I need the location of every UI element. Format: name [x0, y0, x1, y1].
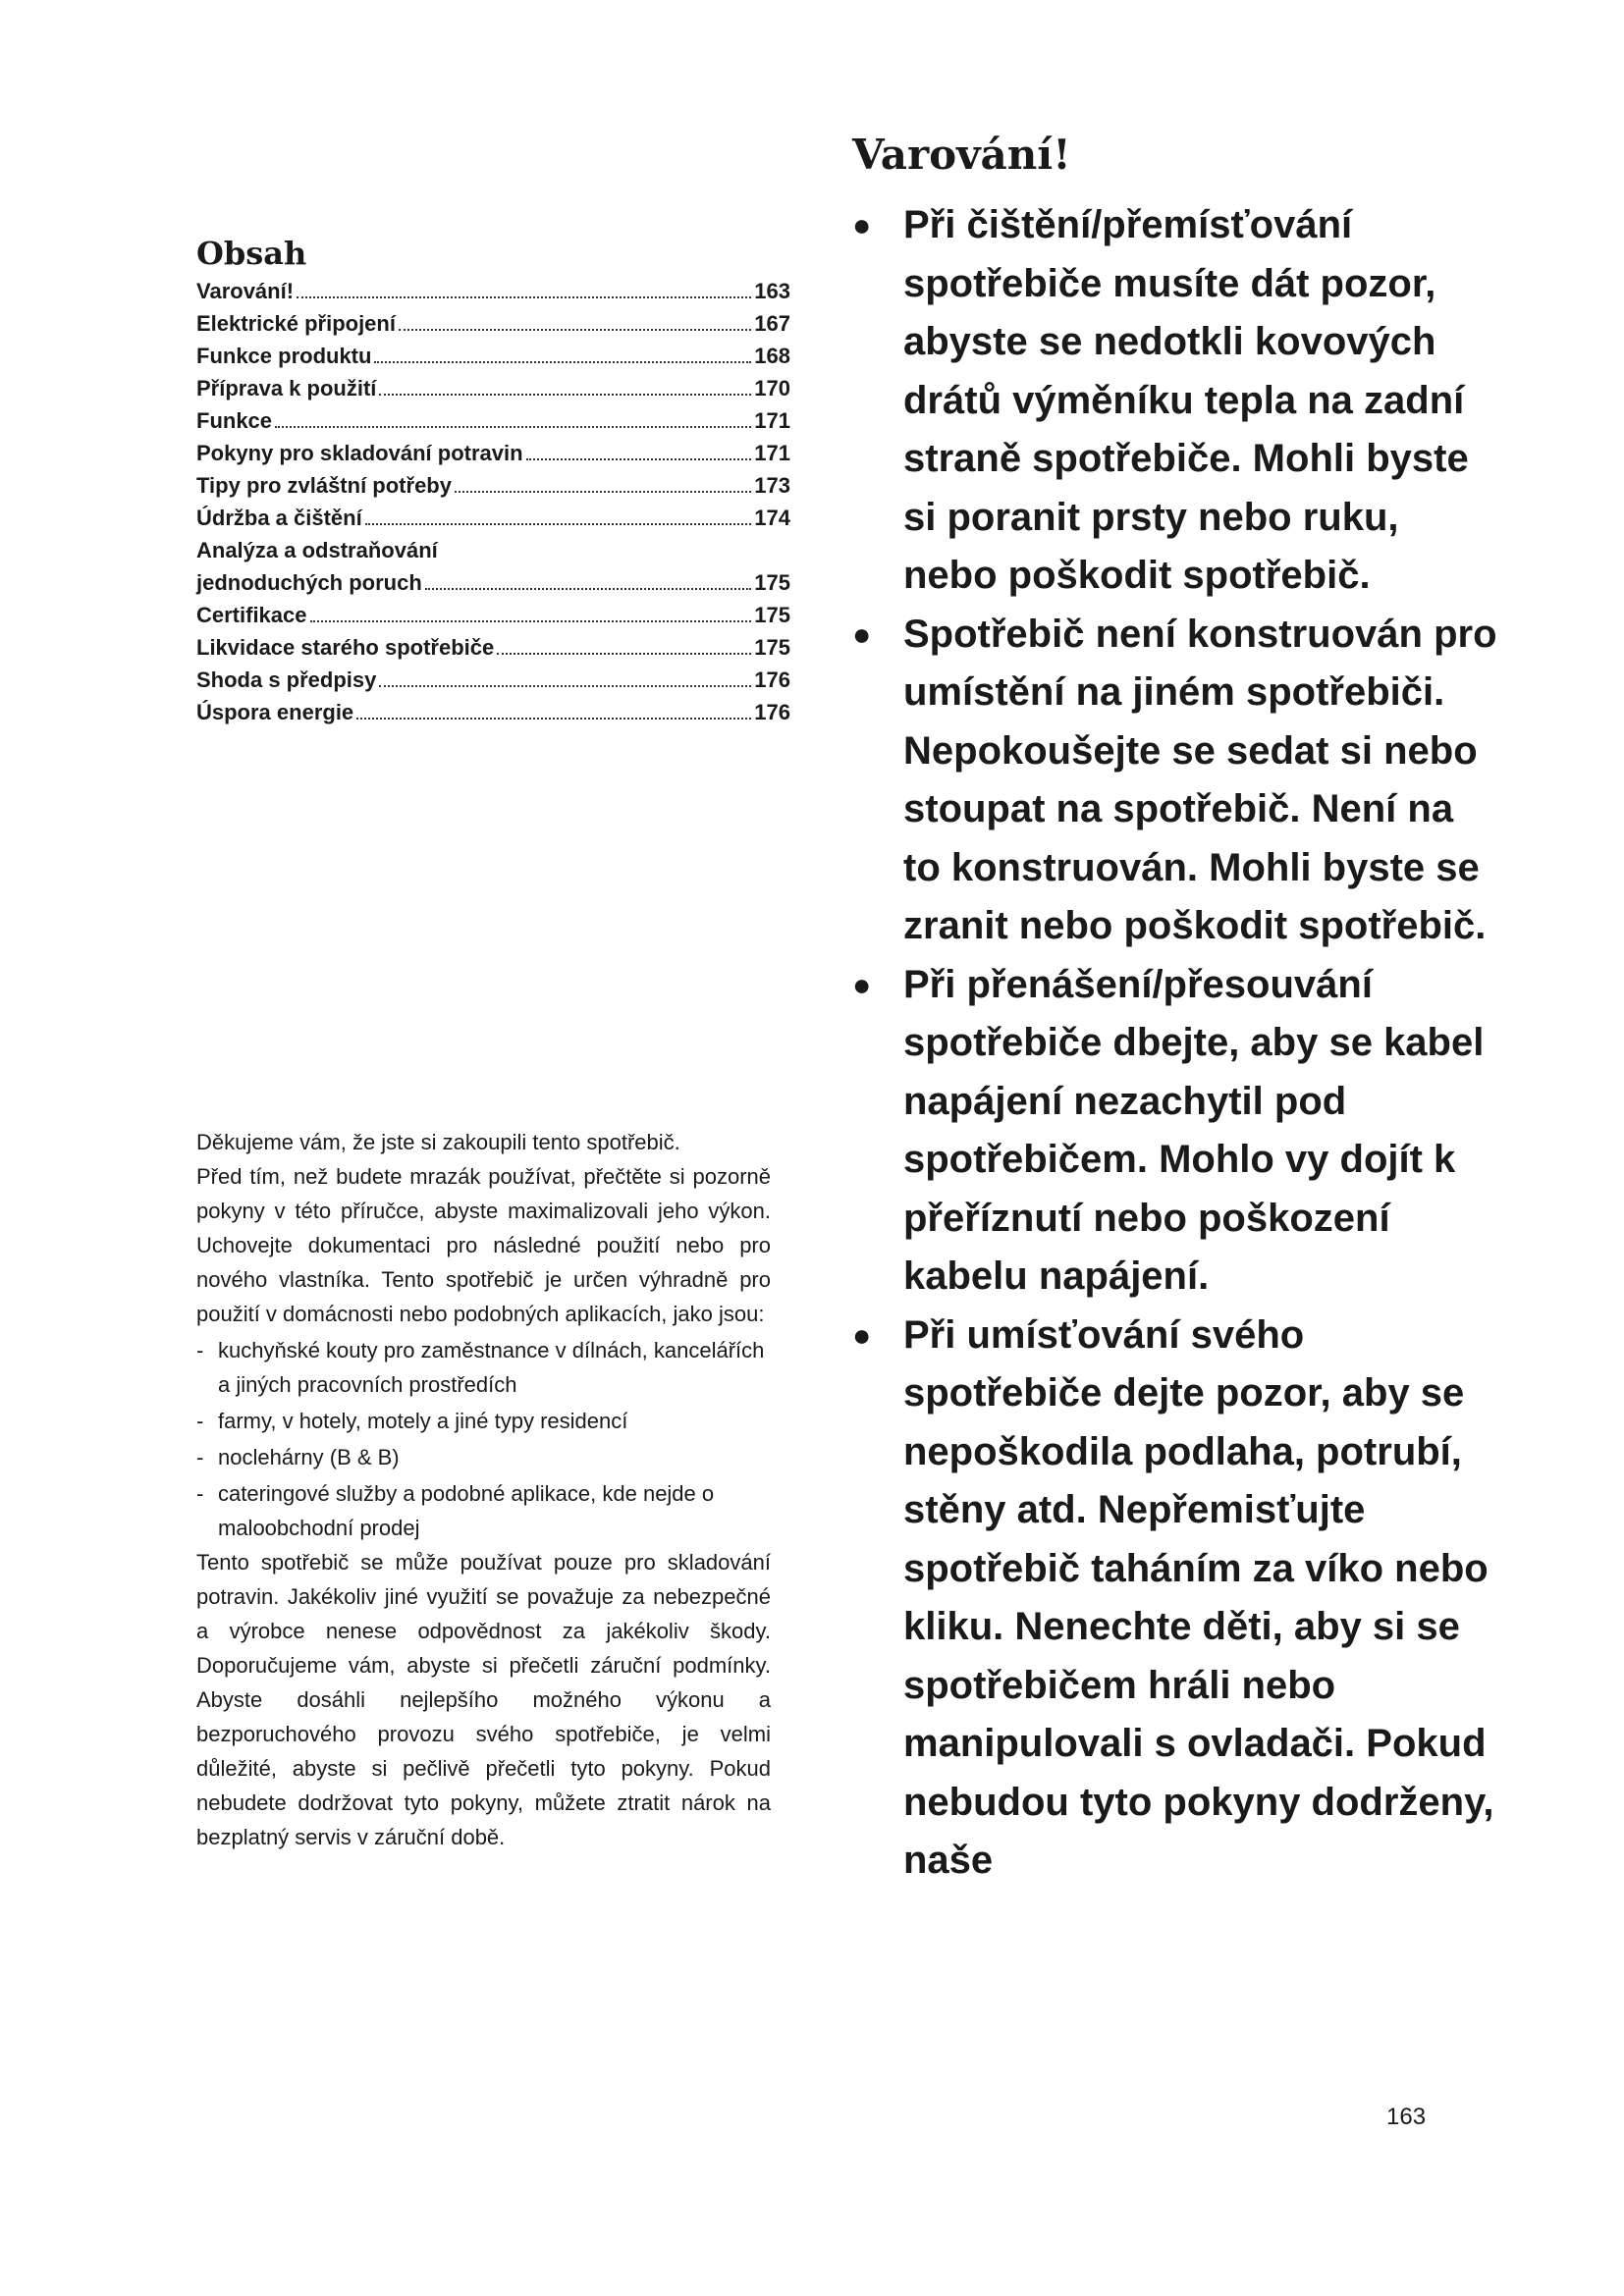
list-item-text: noclehárny (B & B) — [218, 1445, 400, 1469]
toc-item-label: Elektrické připojení — [196, 311, 396, 336]
page-number: 163 — [1386, 2104, 1427, 2130]
toc-item[interactable] — [196, 340, 790, 372]
toc-item-label: Pokyny pro skladování potravin — [196, 441, 523, 465]
toc-item-page: 173 — [754, 473, 790, 498]
toc-item-label: Údržba a čištění — [196, 506, 362, 530]
toc-leader — [297, 296, 751, 298]
toc-item-label: Funkce produktu — [196, 344, 372, 368]
toc-item-page: 171 — [754, 408, 790, 433]
toc-list — [196, 275, 790, 728]
bullet-icon: ● — [852, 1316, 872, 1353]
toc-item-label: Shoda s předpisy — [196, 667, 377, 692]
toc-leader — [425, 588, 751, 590]
table-of-contents — [196, 234, 790, 728]
toc-item-label: Likvidace starého spotřebiče — [196, 635, 495, 660]
warning-item — [852, 956, 1500, 1307]
warnings-heading: Varování! — [852, 131, 1071, 179]
toc-item[interactable] — [196, 599, 790, 631]
toc-item[interactable] — [196, 502, 790, 534]
toc-leader — [399, 329, 751, 331]
list-item-text: kuchyňské kouty pro zaměstnance v dílnách, kancelářích a jiných pracovních prostředích — [218, 1338, 765, 1397]
toc-item-page: 163 — [754, 279, 790, 303]
warning-text: Při umísťování svého spotřebiče dejte pozor, aby se nepoškodila podlaha, potrubí, stěny atd. Nepřemisťujte spotřebič taháním za víko nebo kliku. Nenechte děti, aby si se spotřebičem hráli nebo manipulovali s ovladači. Pokud nebudou tyto pokyny dodrženy, naše — [903, 1312, 1494, 1882]
warnings-section — [852, 126, 1500, 1891]
toc-item-label: Varování! — [196, 279, 295, 303]
toc-item-label: Certifikace — [196, 603, 307, 627]
toc-item-page: 168 — [754, 344, 790, 368]
list-item — [196, 1404, 771, 1438]
toc-item[interactable] — [196, 664, 790, 696]
bullet-icon: ● — [852, 207, 872, 242]
intro-paragraph: Tento spotřebič se může používat pouze pro skladování potravin. Jakékoliv jiné využití se považuje za nebezpečné a výrobce nenese odpovědnost za jakékoliv škody. Doporučujeme vám, abyste si přečetli záruční podmínky. Abyste dosáhli nejlepšího možného výkonu a bezporuchového provozu svého spotřebiče, je velmi důležité, abyste si pečlivě přečetli tyto pokyny. Pokud nebudete dodržovat tyto pokyny, můžete ztratit nárok na bezplatný servis v záruční době. — [196, 1550, 771, 1849]
dash-marker: - — [196, 1481, 204, 1506]
warning-item — [852, 196, 1500, 606]
toc-item-page: 175 — [754, 570, 790, 595]
warning-text: Spotřebič není konstruován pro umístění na jiném spotřebiči. Nepokoušejte se sedat si nebo stoupat na spotřebič. Není na to konstruován. Mohli byste se zranit nebo poškodit spotřebič. — [903, 612, 1497, 947]
bullet-icon: ● — [852, 615, 872, 652]
toc-item-label-line1: Analýza a odstraňování — [196, 538, 438, 562]
toc-item[interactable] — [196, 534, 790, 599]
toc-item[interactable] — [196, 696, 790, 728]
toc-item[interactable] — [196, 437, 790, 469]
intro-text — [196, 1125, 771, 1854]
list-item — [196, 1440, 771, 1474]
toc-item-page: 176 — [754, 700, 790, 724]
toc-item-page: 174 — [754, 506, 790, 530]
toc-item-page: 170 — [754, 376, 790, 400]
toc-item-page: 176 — [754, 667, 790, 692]
toc-item-label: Tipy pro zvláštní potřeby — [196, 473, 452, 498]
toc-leader — [365, 523, 752, 525]
warning-text: Při přenášení/přesouvání spotřebiče dbejte, aby se kabel napájení nezachytil pod spotřebičem. Mohlo vy dojít k přeříznutí nebo poškození kabelu napájení. — [903, 962, 1485, 1298]
toc-heading: Obsah — [196, 235, 307, 272]
list-item-text: farmy, v hotely, motely a jiné typy residencí — [218, 1409, 628, 1433]
toc-leader — [497, 653, 751, 655]
toc-leader — [275, 426, 751, 428]
dash-marker: - — [196, 1409, 204, 1433]
toc-item[interactable] — [196, 372, 790, 404]
toc-item-page: 167 — [754, 311, 790, 336]
toc-item-label: Funkce — [196, 408, 273, 433]
toc-leader — [379, 685, 751, 687]
dash-marker: - — [196, 1445, 204, 1469]
warning-item — [852, 606, 1500, 956]
dash-marker: - — [196, 1338, 204, 1362]
bullet-icon: ● — [852, 966, 872, 1002]
list-item — [196, 1333, 771, 1402]
toc-leader — [374, 361, 751, 363]
toc-item[interactable] — [196, 469, 790, 502]
list-item-text: cateringové služby a podobné aplikace, kde nejde o maloobchodní prodej — [218, 1481, 715, 1540]
warning-text: Při čištění/přemísťování spotřebiče musíte dát pozor, abyste se nedotkli kovových drátů výměníku tepla na zadní straně spotřebiče. Mohli byste si poranit prsty nebo ruku, nebo poškodit spotřebič. — [903, 203, 1469, 597]
toc-leader — [356, 718, 751, 720]
toc-item-label: Úspora energie — [196, 700, 354, 724]
intro-paragraph: Děkujeme vám, že jste si zakoupili tento spotřebič. — [196, 1130, 680, 1154]
warnings-list — [852, 196, 1500, 1891]
toc-leader — [379, 394, 751, 396]
toc-leader — [310, 620, 752, 622]
toc-item[interactable] — [196, 275, 790, 307]
list-item — [196, 1476, 771, 1545]
toc-item-page: 175 — [754, 603, 790, 627]
toc-item[interactable] — [196, 404, 790, 437]
toc-item-page: 171 — [754, 441, 790, 465]
warning-item — [852, 1307, 1500, 1891]
toc-leader — [526, 458, 752, 460]
toc-item-label: Příprava k použití — [196, 376, 377, 400]
toc-item-label: jednoduchých poruch — [196, 570, 422, 595]
toc-item[interactable] — [196, 307, 790, 340]
toc-leader — [455, 491, 751, 493]
toc-item[interactable] — [196, 631, 790, 664]
intro-paragraph: Před tím, než budete mrazák používat, přečtěte si pozorně pokyny v této příručce, abyste maximalizovali jeho výkon. Uchovejte dokumentaci pro následné použití nebo pro nového vlastníka. Tento spotřebič je určen výhradně pro použití v domácnosti nebo podobných aplikacích, jako jsou: — [196, 1164, 771, 1326]
toc-item-page: 175 — [754, 635, 790, 660]
